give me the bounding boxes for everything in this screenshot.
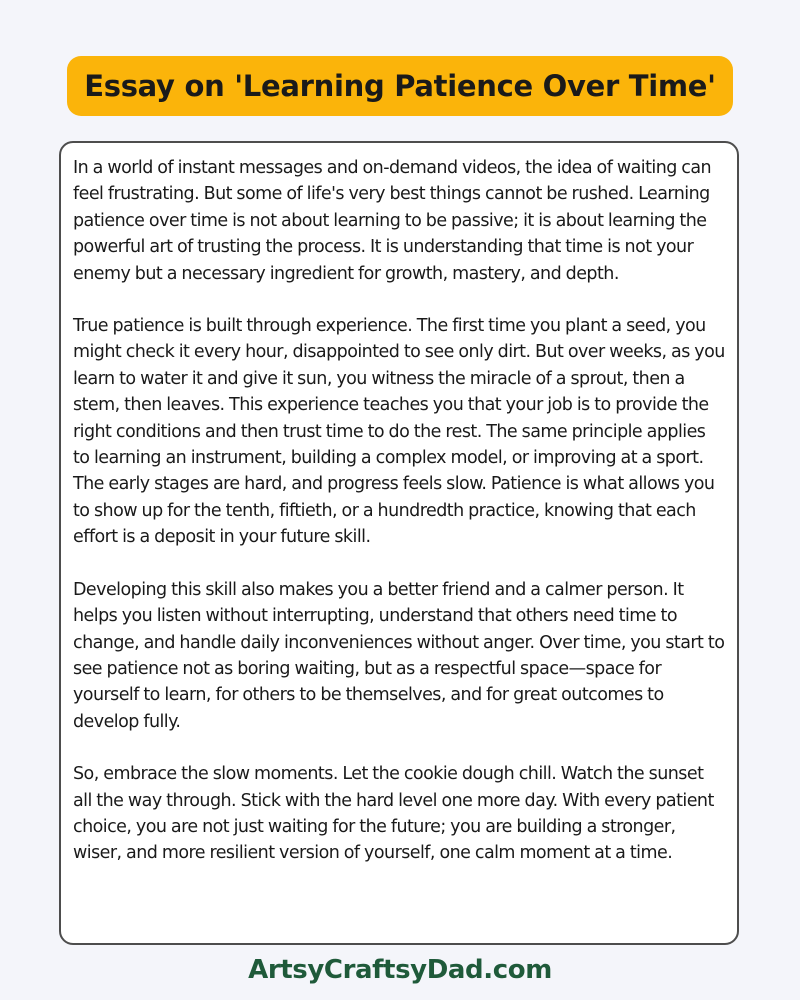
essay-paragraph-2: True patience is built through experience. The first time you plant a seed, you might check it every hour, disappointed to see only dirt. But over weeks, as you learn to water it and give it sun, you witness the miracle of a sprout, then a stem, then leaves. This experience teaches you that your job is to provide the right conditions and then trust time to do the rest. The same principle applies to learning an instrument, building a complex model, or improving at a sport. The early stages are hard, and progress feels slow. Patience is what allows you to show up for the tenth, fiftieth, or a hundredth practice, knowing that each effort is a deposit in your future skill. <box>73 316 725 548</box>
essay-paragraph-3: Developing this skill also makes you a better friend and a calmer person. It helps you listen without interrupting, understand that others need time to change, and handle daily inconveniences without anger. Over time, you start to see patience not as boring waiting, but as a respectful space—space for yourself to learn, for others to be themselves, and for great outcomes to develop fully. <box>73 579 725 732</box>
essay-box <box>59 141 739 945</box>
essay-paragraph-4: So, embrace the slow moments. Let the cookie dough chill. Watch the sunset all the way through. Stick with the hard level one more day. With every patient choice, you are not just waiting for the future; you are building a stronger, wiser, and more resilient version of yourself, one calm moment at a time. <box>73 764 714 864</box>
title-banner <box>67 56 733 116</box>
essay-paragraph-1: In a world of instant messages and on-demand videos, the idea of waiting can feel frustrating. But some of life's very best things cannot be rushed. Learning patience over time is not about learning to be passive; it is about learning the powerful art of trusting the process. It is understanding that time is not your enemy but a necessary ingredient for growth, mastery, and depth. <box>73 158 712 284</box>
page-title: Essay on 'Learning Patience Over Time' <box>84 69 716 103</box>
footer-brand: ArtsyCraftsyDad.com <box>248 955 552 985</box>
